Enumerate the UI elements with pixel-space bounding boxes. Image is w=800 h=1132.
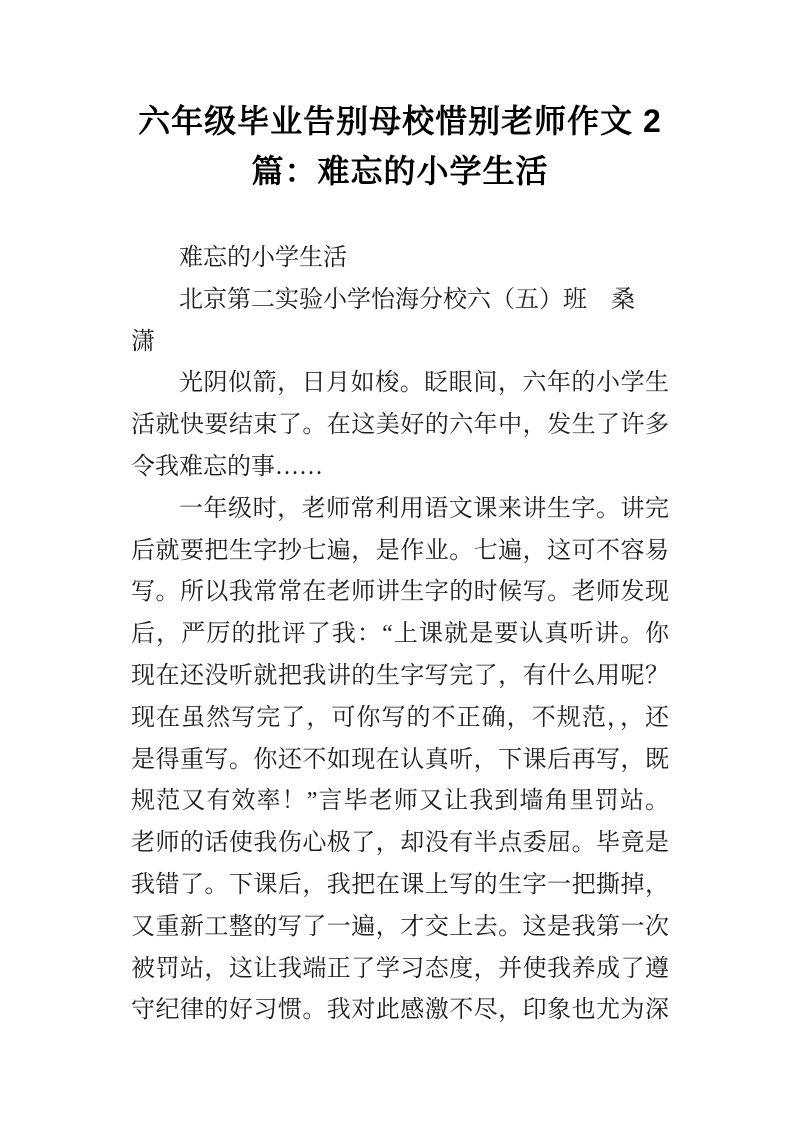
text-line: 又重新工整的写了一遍，才交上去。这是我第一次 (131, 913, 669, 940)
text-line: 北京第二实验小学怡海分校六（五）班 桑 (179, 286, 635, 313)
text-line: 是得重写。你还不如现在认真听，下课后再写，既 (131, 746, 669, 773)
text-line: 活就快要结束了。在这美好的六年中，发生了许多 (131, 412, 669, 439)
text-line: 后，严厉的批评了我：“上课就是要认真听讲。你 (131, 621, 669, 648)
text-line: 老师的话使我伤心极了，却没有半点委屈。毕竟是 (131, 830, 669, 857)
document-body (131, 238, 669, 1032)
title-line: 六年级毕业告别母校惜别老师作文 2 (138, 103, 662, 139)
text-line: 写。所以我常常在老师讲生字的时候写。老师发现 (131, 579, 669, 606)
text-line: 我错了。下课后，我把在课上写的生字一把撕掉， (131, 871, 669, 898)
text-line: 令我难忘的事…… (131, 453, 323, 480)
title-line: 篇：难忘的小学生活 (251, 153, 549, 189)
text-line: 被罚站，这让我端正了学习态度，并使我养成了遵 (131, 955, 669, 982)
text-line: 一年级时，老师常利用语文课来讲生字。讲完 (179, 495, 669, 522)
text-line: 现在虽然写完了，可你写的不正确，不规范，，还 (131, 704, 669, 731)
text-line: 守纪律的好习惯。我对此感激不尽，印象也尤为深 (131, 997, 669, 1024)
text-line: 后就要把生字抄七遍，是作业。七遍，这可不容易 (131, 537, 669, 564)
document-title (0, 96, 800, 196)
text-line: 难忘的小学生活 (179, 245, 347, 271)
text-line: 光阴似箭，日月如梭。眨眼间，六年的小学生 (179, 370, 669, 397)
text-line: 现在还没听就把我讲的生字写完了，有什么用呢？ (131, 662, 669, 689)
text-line: 规范又有效率！”言毕老师又让我到墙角里罚站。 (131, 788, 669, 815)
text-line: 潇 (131, 328, 155, 355)
